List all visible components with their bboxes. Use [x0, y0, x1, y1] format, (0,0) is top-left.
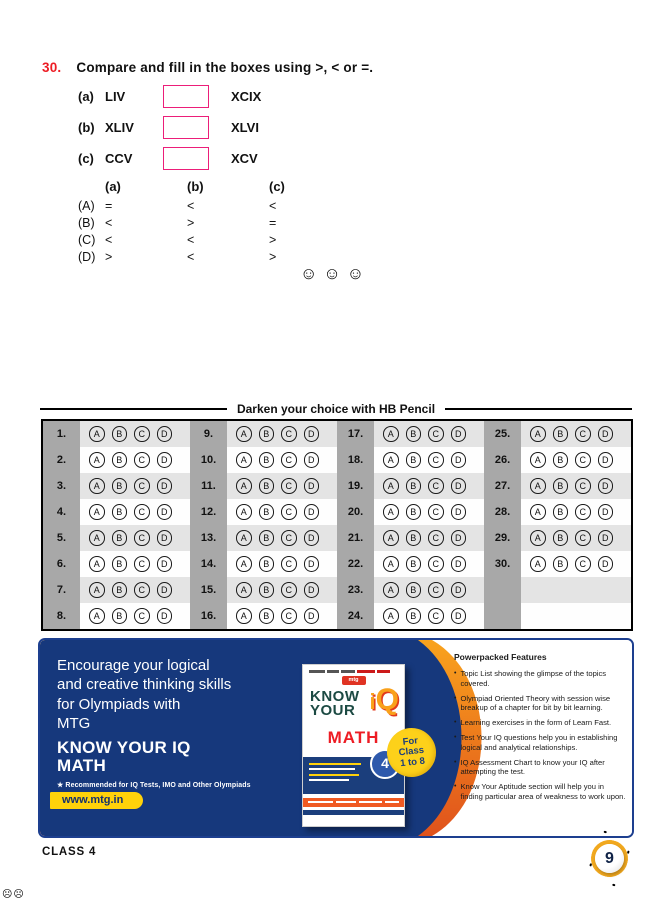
omr-bubble-b[interactable]: B: [112, 582, 128, 598]
feature-item: [454, 758, 628, 778]
omr-bubble-group: [80, 577, 190, 603]
omr-bubble-a[interactable]: A: [89, 452, 105, 468]
option-value: <: [105, 232, 113, 247]
omr-bubble-group: [80, 551, 190, 577]
omr-bubble-c[interactable]: C: [428, 478, 444, 494]
bullet-icon: •: [454, 733, 457, 741]
compare-item-label: (b): [78, 119, 95, 135]
omr-bubble-b[interactable]: B: [553, 478, 569, 494]
class-badge-line: For: [402, 735, 419, 748]
omr-bubble-c[interactable]: C: [134, 504, 150, 520]
omr-bubble-b[interactable]: B: [553, 426, 569, 442]
omr-bubble-b[interactable]: B: [406, 452, 422, 468]
ad-headline-line: MTG: [57, 715, 91, 733]
feature-item: [454, 694, 628, 714]
option-row: [78, 231, 351, 248]
omr-bubble-b[interactable]: B: [406, 556, 422, 572]
omr-bubble-c[interactable]: C: [134, 452, 150, 468]
omr-bubble-d[interactable]: D: [157, 478, 173, 494]
omr-bubble-c[interactable]: C: [134, 608, 150, 624]
omr-bubble-c[interactable]: C: [428, 452, 444, 468]
book-title-your: YOUR: [310, 701, 356, 719]
omr-row: [43, 525, 631, 551]
omr-header: [40, 402, 632, 416]
compare-row: [78, 146, 261, 170]
omr-question-number: 14.: [190, 551, 227, 577]
omr-bubble-d[interactable]: D: [598, 556, 614, 572]
omr-bubble-a[interactable]: A: [383, 426, 399, 442]
omr-bubble-d[interactable]: D: [304, 556, 320, 572]
omr-question-number: 4.: [43, 499, 80, 525]
omr-bubble-a[interactable]: A: [236, 530, 252, 546]
omr-bubble-b[interactable]: B: [259, 452, 275, 468]
omr-bubble-a[interactable]: A: [236, 556, 252, 572]
omr-bubble-c[interactable]: C: [428, 556, 444, 572]
option-label: (B): [78, 215, 95, 230]
omr-bubble-b[interactable]: B: [259, 530, 275, 546]
ad-text-block: [57, 656, 251, 789]
omr-bubble-c[interactable]: C: [134, 478, 150, 494]
options-header-spacer: [78, 179, 105, 194]
option-value: <: [187, 232, 195, 247]
footer-class-label: CLASS 4: [42, 846, 97, 858]
feature-item: [454, 782, 628, 802]
omr-bubble-b[interactable]: B: [553, 504, 569, 520]
omr-question-number: 27.: [484, 473, 521, 499]
omr-bubble-a[interactable]: A: [89, 504, 105, 520]
omr-bubble-a[interactable]: A: [236, 426, 252, 442]
omr-bubble-d[interactable]: D: [451, 478, 467, 494]
omr-bubble-c[interactable]: C: [134, 582, 150, 598]
omr-row: [43, 447, 631, 473]
options-body: [78, 197, 351, 265]
omr-bubble-a[interactable]: A: [89, 582, 105, 598]
ad-headline-line: for Olympiads with: [57, 695, 181, 713]
bullet-icon: •: [454, 670, 457, 677]
omr-bubble-group: [374, 473, 484, 499]
omr-bubble-a[interactable]: A: [383, 452, 399, 468]
omr-bubble-d[interactable]: D: [451, 556, 467, 572]
omr-question-number: 7.: [43, 577, 80, 603]
omr-question-number: 23.: [337, 577, 374, 603]
option-row: [78, 197, 351, 214]
omr-question-number: [484, 577, 521, 603]
omr-bubble-c[interactable]: C: [134, 556, 150, 572]
omr-question-number: 20.: [337, 499, 374, 525]
omr-bubble-group: [374, 525, 484, 551]
omr-bubble-a[interactable]: A: [236, 504, 252, 520]
omr-bubble-b[interactable]: B: [553, 452, 569, 468]
answer-box[interactable]: [163, 85, 209, 108]
omr-question-number: 17.: [337, 421, 374, 447]
omr-bubble-a[interactable]: A: [236, 452, 252, 468]
option-value: >: [105, 249, 113, 264]
book-title-iq: [369, 682, 399, 717]
option-row: [78, 214, 351, 231]
omr-bubble-a[interactable]: A: [236, 582, 252, 598]
omr-bubble-a[interactable]: A: [530, 556, 546, 572]
option-label: (D): [78, 249, 96, 264]
omr-bubble-a[interactable]: A: [383, 478, 399, 494]
omr-question-number: 19.: [337, 473, 374, 499]
omr-bubble-c[interactable]: C: [575, 426, 591, 442]
book-grade-badge: 4: [370, 749, 400, 779]
omr-question-number: 12.: [190, 499, 227, 525]
feature-text: Topic List showing the glimpse of the topics covered.: [460, 669, 607, 688]
feature-text: Olympiad Oriented Theory with session wise breakup of a chapter for bit by bit learning.: [460, 693, 611, 713]
omr-bubble-c[interactable]: C: [575, 530, 591, 546]
options-header-row: [78, 179, 351, 194]
omr-bubble-group: [80, 603, 190, 629]
option-value: <: [187, 249, 195, 264]
omr-bubble-d[interactable]: D: [451, 504, 467, 520]
question-number: 30.: [42, 60, 62, 75]
option-label: (C): [78, 232, 96, 247]
omr-bubble-d[interactable]: D: [157, 582, 173, 598]
omr-question-number: [484, 603, 521, 629]
omr-bubble-a[interactable]: A: [530, 530, 546, 546]
compare-rows: [78, 84, 261, 177]
omr-question-number: 15.: [190, 577, 227, 603]
question-prompt: Compare and fill in the boxes using >, < or =.: [76, 60, 374, 75]
options-column-header: (a): [105, 179, 121, 194]
omr-bubble-d[interactable]: D: [598, 530, 614, 546]
omr-bubble-b[interactable]: B: [112, 608, 128, 624]
book-cover-topline: [309, 670, 398, 673]
omr-bubble-d[interactable]: D: [304, 452, 320, 468]
omr-bubble-group: [374, 551, 484, 577]
omr-bubble-b[interactable]: B: [406, 530, 422, 546]
ad-headline-line: and creative thinking skills: [57, 676, 232, 694]
omr-bubble-group: [374, 499, 484, 525]
omr-bubble-a[interactable]: A: [530, 478, 546, 494]
omr-bubble-a[interactable]: A: [236, 478, 252, 494]
feature-item: [454, 669, 628, 689]
omr-bubble-a[interactable]: A: [89, 608, 105, 624]
omr-question-number: 9.: [190, 421, 227, 447]
book-title-iq-q: Q: [375, 682, 399, 716]
omr-bubble-a[interactable]: A: [236, 608, 252, 624]
omr-bubble-c[interactable]: C: [428, 530, 444, 546]
compare-left-value: XLIV: [105, 119, 134, 135]
omr-bubble-c[interactable]: C: [428, 426, 444, 442]
omr-bubble-c[interactable]: C: [281, 530, 297, 546]
omr-bubble-c[interactable]: C: [281, 452, 297, 468]
ad-headline: [57, 656, 251, 734]
omr-bubble-c[interactable]: C: [281, 478, 297, 494]
omr-bubble-d[interactable]: D: [598, 478, 614, 494]
omr-question-number: 18.: [337, 447, 374, 473]
omr-bubble-b[interactable]: B: [259, 582, 275, 598]
omr-bubble-group: [521, 525, 631, 551]
omr-bubble-b[interactable]: B: [112, 504, 128, 520]
omr-bubble-b[interactable]: B: [406, 426, 422, 442]
feature-item: [454, 718, 628, 728]
feature-text: Learning exercises in the form of Learn Fast.: [460, 718, 612, 728]
omr-bubble-group: [521, 577, 631, 603]
book-title-know: KNOW: [310, 687, 360, 705]
omr-bubble-a[interactable]: A: [383, 504, 399, 520]
omr-bubble-b[interactable]: B: [112, 556, 128, 572]
omr-bubble-d[interactable]: D: [598, 426, 614, 442]
compare-item-label: (c): [78, 150, 94, 166]
omr-bubble-b[interactable]: B: [259, 426, 275, 442]
omr-question-number: 11.: [190, 473, 227, 499]
class-badge-line: Class: [398, 744, 425, 759]
omr-row: [43, 603, 631, 629]
omr-bubble-b[interactable]: B: [259, 504, 275, 520]
print-corner-marks: ☹☹: [2, 889, 25, 900]
ad-banner: [38, 638, 634, 838]
omr-bubble-d[interactable]: D: [598, 452, 614, 468]
omr-bubble-c[interactable]: C: [575, 478, 591, 494]
omr-title: Darken your choice with HB Pencil: [236, 402, 436, 416]
omr-bubble-c[interactable]: C: [428, 582, 444, 598]
omr-bubble-b[interactable]: B: [112, 452, 128, 468]
omr-bubble-b[interactable]: B: [112, 530, 128, 546]
option-value: =: [269, 215, 277, 230]
option-label: (A): [78, 198, 95, 213]
answer-box[interactable]: [163, 147, 209, 170]
omr-bubble-b[interactable]: B: [259, 556, 275, 572]
omr-bubble-a[interactable]: A: [89, 478, 105, 494]
omr-bubble-b[interactable]: B: [112, 478, 128, 494]
omr-question-number: 13.: [190, 525, 227, 551]
omr-bubble-d[interactable]: D: [157, 556, 173, 572]
omr-bubble-b[interactable]: B: [259, 478, 275, 494]
feature-text: IQ Assessment Chart to know your IQ after attempting the test.: [460, 757, 605, 777]
omr-bubble-group: [227, 473, 337, 499]
bullet-icon: •: [454, 783, 457, 791]
omr-bubble-a[interactable]: A: [530, 504, 546, 520]
omr-bubble-group: [521, 603, 631, 629]
book-subject: MATH: [327, 727, 380, 747]
omr-bubble-d[interactable]: D: [304, 504, 320, 520]
compare-item-label: (a): [78, 88, 94, 104]
compare-left-value: CCV: [105, 150, 133, 166]
omr-bubble-a[interactable]: A: [383, 608, 399, 624]
option-value: <: [105, 215, 113, 230]
omr-bubble-group: [374, 577, 484, 603]
omr-bubble-b[interactable]: B: [406, 608, 422, 624]
question-title: [42, 60, 373, 75]
omr-question-number: 16.: [190, 603, 227, 629]
omr-bubble-group: [80, 499, 190, 525]
compare-right-value: XCV: [231, 150, 258, 166]
omr-bubble-c[interactable]: C: [134, 426, 150, 442]
omr-bubble-d[interactable]: D: [598, 504, 614, 520]
omr-bubble-group: [374, 447, 484, 473]
omr-bubble-group: [521, 447, 631, 473]
omr-bubble-d[interactable]: D: [157, 504, 173, 520]
ad-product: [57, 739, 251, 775]
omr-bubble-a[interactable]: A: [530, 426, 546, 442]
omr-question-number: 3.: [43, 473, 80, 499]
omr-bubble-group: [227, 603, 337, 629]
omr-bubble-group: [521, 421, 631, 447]
omr-bubble-group: [227, 525, 337, 551]
option-value: <: [187, 198, 195, 213]
ad-product-line: KNOW YOUR IQ: [57, 737, 191, 757]
omr-bubble-d[interactable]: D: [451, 582, 467, 598]
omr-bubble-d[interactable]: D: [304, 530, 320, 546]
omr-bubble-group: [227, 551, 337, 577]
option-row: [78, 248, 351, 265]
omr-bubble-a[interactable]: A: [383, 582, 399, 598]
omr-bubble-d[interactable]: D: [304, 608, 320, 624]
omr-bubble-group: [80, 525, 190, 551]
omr-bubble-b[interactable]: B: [112, 426, 128, 442]
omr-row: [43, 551, 631, 577]
omr-bubble-a[interactable]: A: [530, 452, 546, 468]
omr-bubble-d[interactable]: D: [157, 452, 173, 468]
omr-question-number: 30.: [484, 551, 521, 577]
page-number-badge: [591, 840, 628, 877]
omr-question-number: 25.: [484, 421, 521, 447]
omr-bubble-a[interactable]: A: [89, 530, 105, 546]
answer-box[interactable]: [163, 116, 209, 139]
ad-recommendation: ★ Recommended for IQ Tests, IMO and Other Olympiads: [57, 781, 251, 789]
omr-question-number: 29.: [484, 525, 521, 551]
omr-bubble-group: [374, 421, 484, 447]
omr-bubble-a[interactable]: A: [383, 530, 399, 546]
omr-bubble-group: [521, 473, 631, 499]
omr-bubble-c[interactable]: C: [428, 608, 444, 624]
omr-header-rule-left: [40, 408, 227, 410]
features-list: [454, 669, 628, 802]
book-footer-bar: [303, 798, 404, 807]
feature-text: Test Your IQ questions help you in establishing logical and analytical relationships.: [460, 732, 618, 752]
omr-bubble-c[interactable]: C: [134, 530, 150, 546]
omr-grid: [41, 419, 633, 631]
omr-bubble-b[interactable]: B: [406, 504, 422, 520]
omr-question-number: 26.: [484, 447, 521, 473]
feature-item: [454, 733, 628, 753]
omr-bubble-c[interactable]: C: [281, 556, 297, 572]
omr-bubble-d[interactable]: D: [451, 452, 467, 468]
omr-bubble-b[interactable]: B: [259, 608, 275, 624]
omr-bubble-c[interactable]: C: [575, 452, 591, 468]
omr-question-number: 21.: [337, 525, 374, 551]
bullet-icon: •: [454, 719, 457, 727]
omr-row: [43, 421, 631, 447]
omr-row: [43, 473, 631, 499]
website-pill: www.mtg.in: [50, 792, 143, 809]
option-value: <: [269, 198, 277, 213]
class-badge-line: 1 to 8: [399, 755, 426, 769]
omr-bubble-group: [227, 577, 337, 603]
omr-question-number: 10.: [190, 447, 227, 473]
book-bottom-strip: [303, 810, 404, 815]
omr-bubble-b[interactable]: B: [406, 582, 422, 598]
compare-right-value: XLVI: [231, 119, 259, 135]
bullet-icon: •: [454, 694, 457, 702]
mtg-logo: mtg: [342, 676, 366, 685]
omr-bubble-d[interactable]: D: [304, 426, 320, 442]
smiley-faces: ☺☺☺: [300, 264, 371, 283]
omr-bubble-d[interactable]: D: [451, 608, 467, 624]
omr-bubble-a[interactable]: A: [89, 426, 105, 442]
omr-bubble-d[interactable]: D: [304, 582, 320, 598]
omr-bubble-group: [227, 499, 337, 525]
omr-bubble-c[interactable]: C: [575, 504, 591, 520]
omr-row: [43, 577, 631, 603]
omr-bubble-group: [80, 447, 190, 473]
bullet-icon: •: [454, 758, 457, 766]
omr-question-number: 2.: [43, 447, 80, 473]
omr-bubble-b[interactable]: B: [553, 556, 569, 572]
omr-bubble-group: [80, 421, 190, 447]
compare-row: [78, 84, 261, 108]
omr-question-number: 8.: [43, 603, 80, 629]
compare-right-value: XCIX: [231, 88, 262, 104]
options-column-header: (b): [187, 179, 204, 194]
omr-bubble-d[interactable]: D: [451, 530, 467, 546]
omr-bubble-d[interactable]: D: [157, 530, 173, 546]
option-value: >: [269, 232, 277, 247]
omr-bubble-c[interactable]: C: [428, 504, 444, 520]
option-value: >: [187, 215, 195, 230]
page-number: 9: [595, 844, 624, 873]
omr-bubble-a[interactable]: A: [383, 556, 399, 572]
ad-product-line: MATH: [57, 755, 107, 775]
omr-bubble-group: [374, 603, 484, 629]
omr-question-number: 5.: [43, 525, 80, 551]
omr-bubble-a[interactable]: A: [89, 556, 105, 572]
omr-question-number: 22.: [337, 551, 374, 577]
omr-bubble-group: [521, 551, 631, 577]
options-table: [78, 179, 351, 265]
option-value: >: [269, 249, 277, 264]
omr-question-number: 6.: [43, 551, 80, 577]
omr-question-number: 28.: [484, 499, 521, 525]
features-title: Powerpacked Features: [454, 652, 547, 662]
compare-row: [78, 115, 261, 139]
option-value: =: [105, 198, 113, 213]
omr-bubble-d[interactable]: D: [304, 478, 320, 494]
omr-bubble-group: [227, 421, 337, 447]
omr-bubble-d[interactable]: D: [451, 426, 467, 442]
omr-bubble-c[interactable]: C: [281, 608, 297, 624]
omr-bubble-c[interactable]: C: [281, 504, 297, 520]
omr-bubble-group: [227, 447, 337, 473]
omr-bubble-b[interactable]: B: [406, 478, 422, 494]
omr-question-number: 24.: [337, 603, 374, 629]
omr-bubble-c[interactable]: C: [281, 426, 297, 442]
omr-bubble-group: [80, 473, 190, 499]
omr-row: [43, 499, 631, 525]
feature-text: Know Your Aptitude section will help you in finding particular area of weakness to work upon.: [460, 782, 626, 801]
omr-bubble-b[interactable]: B: [553, 530, 569, 546]
omr-bubble-d[interactable]: D: [157, 426, 173, 442]
omr-bubble-c[interactable]: C: [575, 556, 591, 572]
options-column-header: (c): [269, 179, 285, 194]
compare-left-value: LIV: [105, 88, 126, 104]
omr-bubble-c[interactable]: C: [281, 582, 297, 598]
omr-header-rule-right: [445, 408, 632, 410]
omr-bubble-d[interactable]: D: [157, 608, 173, 624]
book-title-iq-i: i: [369, 688, 376, 714]
omr-question-number: 1.: [43, 421, 80, 447]
ad-headline-line: Encourage your logical: [57, 657, 210, 674]
ad-features: [454, 652, 628, 807]
omr-bubble-group: [521, 499, 631, 525]
book-title: [303, 682, 404, 720]
